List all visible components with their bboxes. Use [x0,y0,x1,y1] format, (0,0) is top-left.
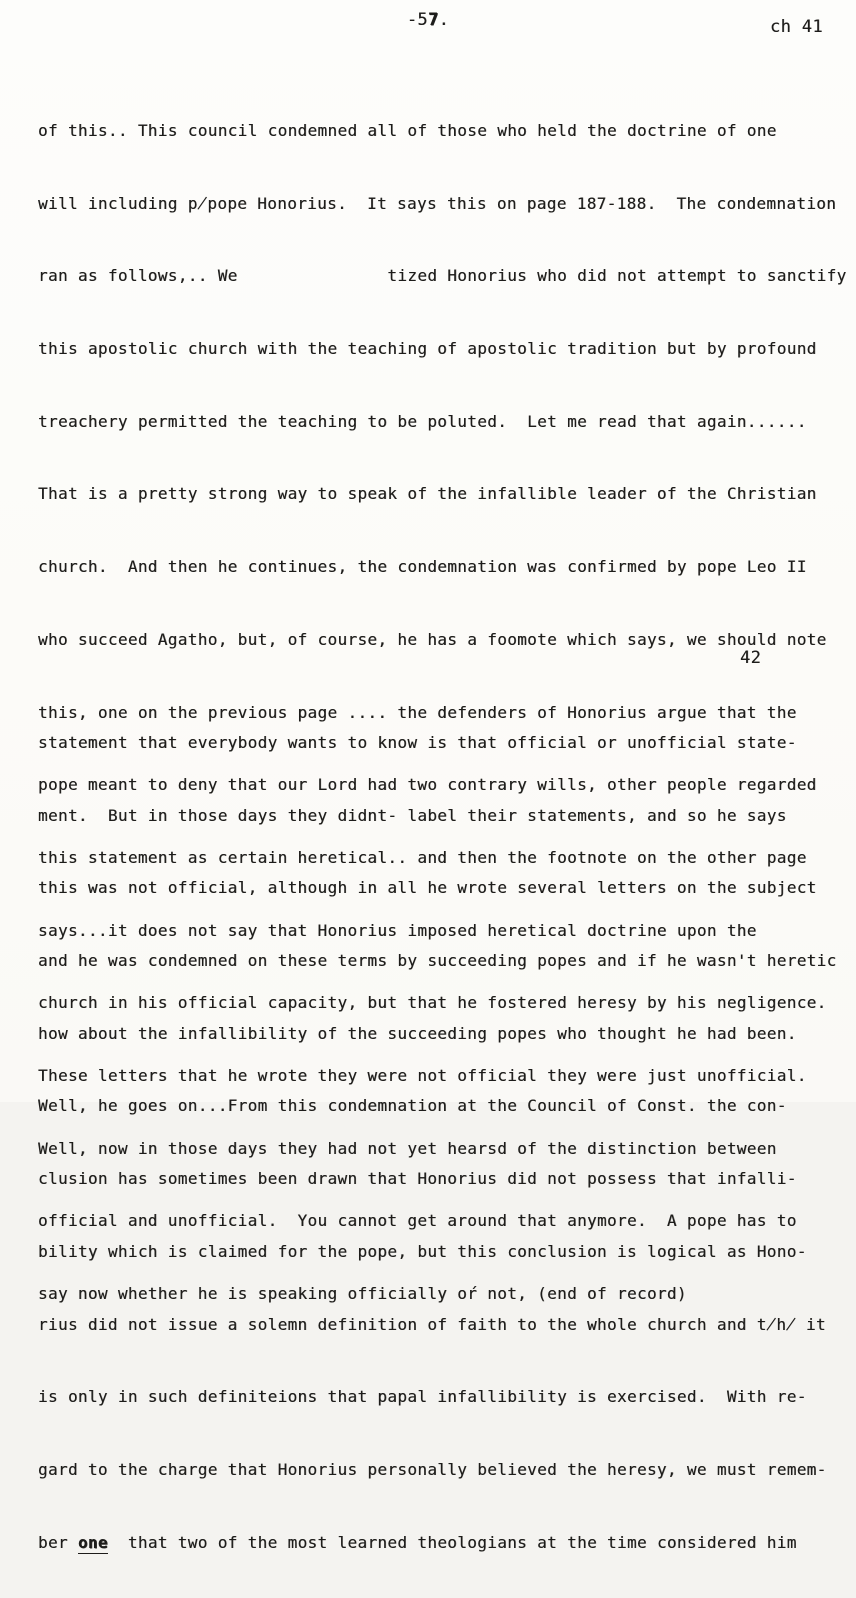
text-line: ment. But in those days they didnt- label their statements, and so he says [38,805,787,825]
text-line: That is a pretty strong way to speak of the infallible leader of the Christian [38,484,817,504]
text-line: clusion has sometimes been drawn that Honorius did not possess that infalli- [38,1169,797,1189]
text-line: of this.. This council condemned all of those who held the doctrine of one [38,121,777,140]
text-line: statement that everybody wants to know is that official or unofficial state- [38,733,797,752]
text-line: this, one on the previous page .... the defenders of Honorius argue that the [38,702,797,722]
text-line: say now whether he is speaking officially oŕ not, (end of record) [38,1284,687,1303]
last-line-suffix: that two of the most learned theologians at the time considered him [107,1532,797,1552]
text-line-with-underline [38,1526,837,1561]
page-number-prefix: -5 [406,10,428,30]
text-line: who succeed Agatho, but, of course, he has a foomote which says, we should note [38,629,827,649]
page-number-suffix: . [438,10,450,30]
text-line: rius did not issue a solemn definition of faith to the whole church and t̸h̸ it [38,1314,826,1334]
text-line: These letters that he wrote they were not official they were just unofficial. [38,1065,807,1085]
chapter-label: ch 41 [770,17,823,37]
text-line: ran as follows,.. We tized Honorius who did not attempt to sanctify [38,266,847,286]
text-line: how about the infallibility of the succeeding popes who thought he had been. [38,1023,797,1043]
text-line: church. And then he continues, the condemnation was confirmed by pope Leo II [38,557,807,577]
text-line: Well, he goes on...From this condemnation at the Council of Const. the con- [38,1096,787,1116]
text-line: Well, now in those days they had not yet hearsd of the distinction between [38,1138,777,1158]
text-line: this was not official, although in all he wrote several letters on the subject [38,878,817,898]
underlined-word: one [77,1532,108,1552]
text-line: official and unofficial. You cannot get around that anymore. A pope has to [38,1211,797,1231]
text-line: this apostolic church with the teaching of apostolic tradition but by profound [38,339,817,359]
text-line: bility which is claimed for the pope, but this conclusion is logical as Hono- [38,1241,807,1261]
text-line: gard to the charge that Honorius personally believed the heresy, we must remem- [38,1459,827,1479]
text-line: church in his official capacity, but that he fostered heresy by his negligence. [38,993,827,1013]
text-line: and he was condemned on these terms by succeeding popes and if he wasn't heretic [38,951,837,971]
text-line: this statement as certain heretical.. and then the footnote on the other page [38,847,807,867]
last-line-prefix: ber [38,1532,78,1552]
text-line: says...it does not say that Honorius imposed heretical doctrine upon the [38,920,757,940]
text-line: will including p̸pope Honorius. It says this on page 187-188. The condemnation [38,193,837,213]
paragraph-2 [38,688,837,1598]
text-line: treachery permitted the teaching to be poluted. Let me read that again...... [38,411,807,431]
text-line: is only in such definiteions that papal infallibility is exercised. With re- [38,1387,807,1407]
section-number: 42 [740,648,762,668]
text-line: pope meant to deny that our Lord had two contrary wills, other people regarded [38,775,817,795]
page-number-bold-digit: 7 [427,10,439,30]
page-number [0,10,856,30]
